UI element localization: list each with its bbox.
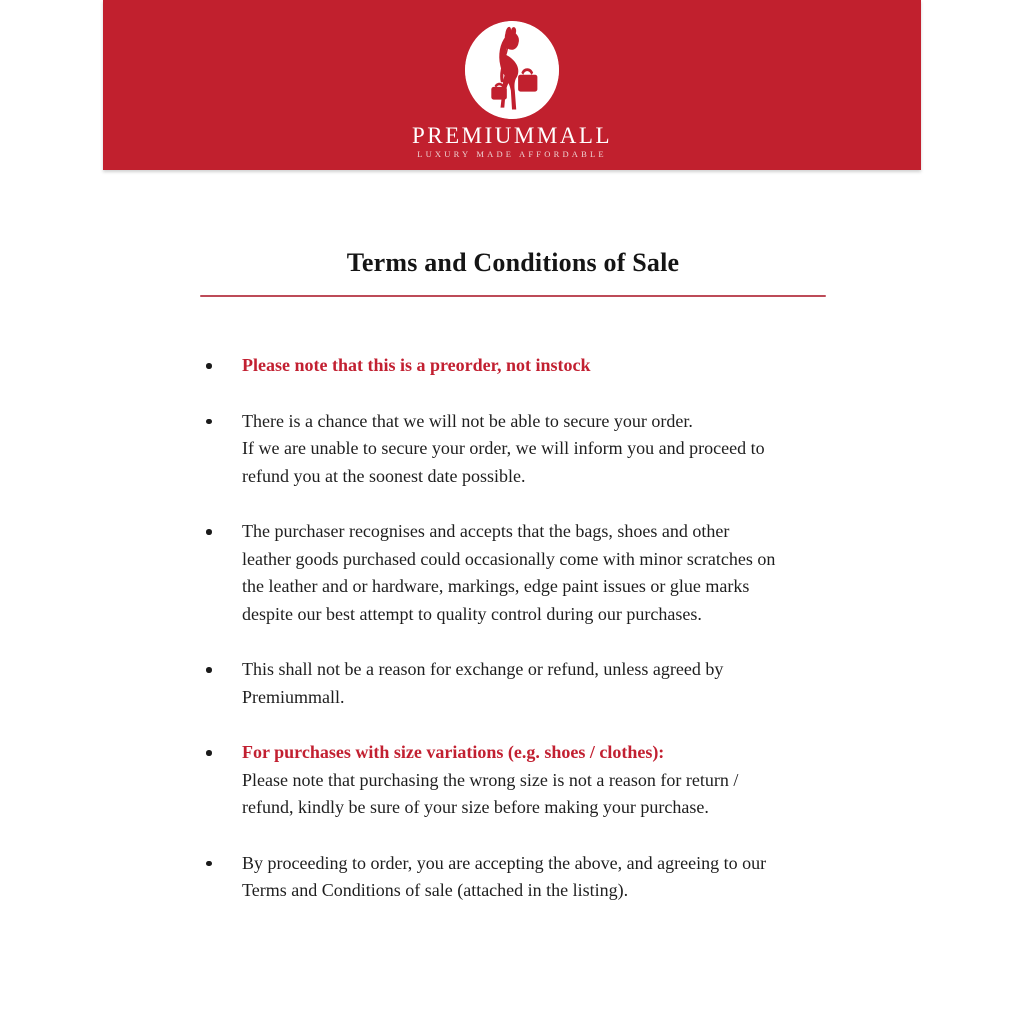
page-title: Terms and Conditions of Sale	[346, 248, 680, 277]
woman-with-shopping-bags-icon	[465, 21, 559, 119]
bullet-line: refund, kindly be sure of your size before making your purchase.	[242, 797, 709, 817]
bullet-line: despite our best attempt to quality control during our purchases.	[242, 603, 702, 624]
bullet-line: This shall not be a reason for exchange or refund, unless agreed by	[242, 659, 724, 679]
bullet-line: If we are unable to secure your order, we will inform you and proceed to	[242, 438, 765, 458]
bullet-line: By proceeding to order, you are accepting the above, and agreeing to our	[242, 852, 767, 873]
bullet-lead: Please note that this is a preorder, not instock	[242, 355, 591, 375]
list-item	[205, 739, 865, 822]
bullet-line: refund you at the soonest date possible.	[242, 465, 526, 486]
brand-logo	[465, 21, 559, 119]
bullet-line: Premiummall.	[242, 686, 345, 707]
bullet-marker-icon	[206, 861, 212, 867]
bullet-line: The purchaser recognises and accepts that the bags, shoes and other	[242, 521, 730, 541]
bullet-line: There is a chance that we will not be able to secure your order.	[242, 410, 693, 431]
bullet-marker-icon	[206, 419, 212, 425]
bullet-marker-icon	[206, 667, 212, 673]
bullet-line: Please note that purchasing the wrong size is not a reason for return /	[242, 769, 739, 790]
bullet-marker-icon	[206, 529, 212, 535]
brand-tagline: LUXURY MADE AFFORDABLE	[417, 149, 607, 159]
bullet-lead: For purchases with size variations (e.g. shoes / clothes):	[242, 742, 665, 762]
list-item	[205, 408, 865, 491]
terms-list	[205, 352, 865, 933]
list-item	[205, 850, 865, 905]
title-divider	[200, 295, 826, 297]
list-item	[205, 656, 865, 711]
list-item	[205, 518, 865, 628]
bullet-line: the leather and or hardware, markings, edge paint issues or glue marks	[242, 576, 750, 596]
bullet-line: Terms and Conditions of sale (attached in the listing).	[242, 880, 629, 900]
brand-wordmark: PREMIUMMALL	[411, 123, 612, 148]
bullet-line: leather goods purchased could occasionally come with minor scratches on	[242, 548, 776, 569]
list-item	[205, 352, 865, 380]
bullet-marker-icon	[206, 750, 212, 756]
bullet-marker-icon	[206, 363, 212, 369]
brand-banner	[103, 0, 921, 170]
